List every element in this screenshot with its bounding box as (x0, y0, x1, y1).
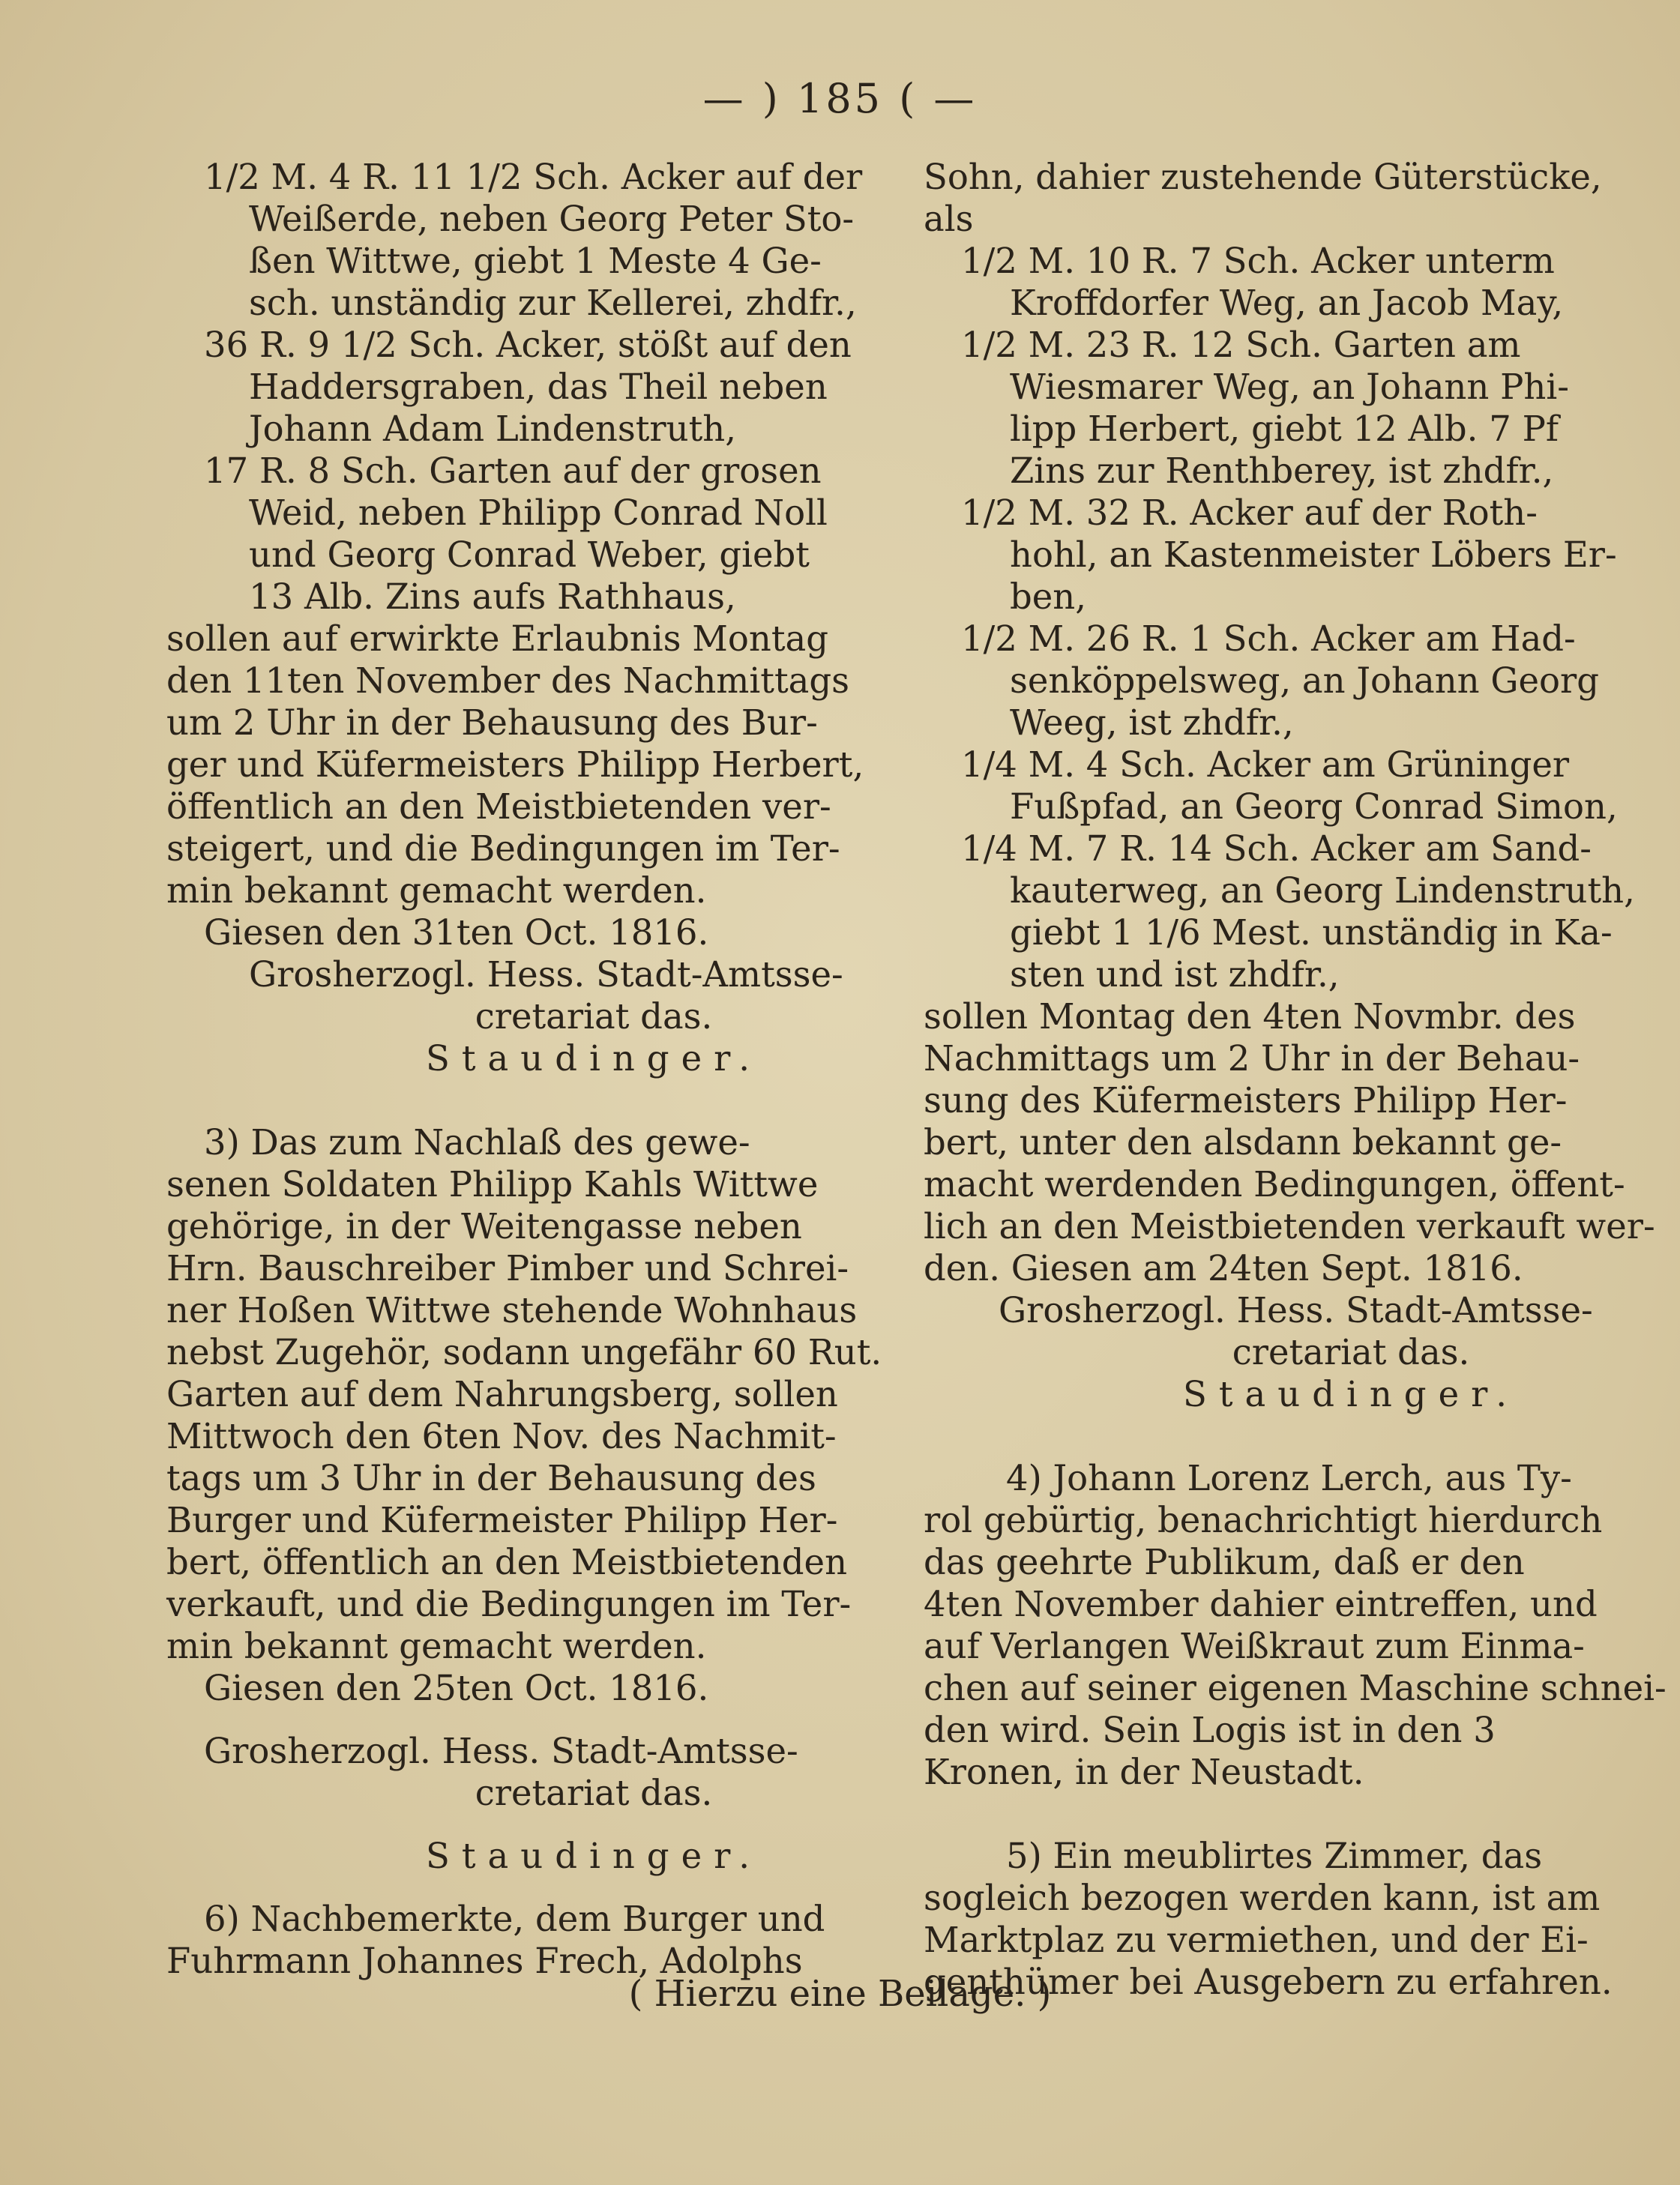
item-line: Wiesmarer Weg, an Johann Phi- (1010, 367, 1569, 407)
dateline: Giesen den 31ten Oct. 1816. (204, 912, 709, 953)
notice-line: Burger und Küfermeister Philipp Her- (166, 1500, 838, 1540)
notice-line: Garten auf dem Nahrungsberg, sollen (166, 1374, 838, 1414)
notice-line: tags um 3 Uhr in der Behausung des (166, 1458, 816, 1498)
spacer (166, 1079, 871, 1121)
entry-line: Johann Adam Lindenstruth, (249, 409, 737, 449)
notice-line: verkauft, und die Bedingungen im Ter- (166, 1584, 852, 1624)
spacer (924, 1415, 1628, 1457)
signature: Staudinger. (426, 1038, 762, 1079)
notice-line: Marktplaz zu vermiethen, und der Ei- (924, 1920, 1589, 1960)
dateline: Giesen den 25ten Oct. 1816. (204, 1668, 709, 1708)
clause-line: ger und Küfermeisters Philipp Herbert, (166, 744, 864, 785)
notice-line: den wird. Sein Logis ist in den 3 (924, 1710, 1496, 1750)
office-line: Grosherzogl. Hess. Stadt-Amtsse- (249, 954, 843, 995)
clause-line: min bekannt gemacht werden. (166, 870, 707, 911)
item-line: ben, (1010, 576, 1087, 617)
clause-line: sung des Küfermeisters Philipp Her- (924, 1080, 1568, 1121)
clause-line: den 11ten November des Nachmittags (166, 660, 849, 701)
left-column (166, 156, 882, 1982)
intro-line: als (924, 199, 974, 239)
intro-line: Sohn, dahier zustehende Güterstücke, (924, 157, 1602, 197)
page-number-header: — ) 185 ( — (702, 75, 978, 122)
notice-line: auf Verlangen Weißkraut zum Einma- (924, 1626, 1585, 1666)
entry-line: Weißerde, neben Georg Peter Sto- (249, 199, 855, 239)
spacer (166, 1814, 871, 1835)
spacer (166, 1877, 871, 1898)
item-line: kauterweg, an Georg Lindenstruth, (1010, 870, 1635, 911)
entry-line: ßen Wittwe, giebt 1 Meste 4 Ge- (249, 241, 822, 281)
signature: Staudinger. (1183, 1374, 1519, 1414)
item-line: 1/2 M. 23 R. 12 Sch. Garten am (961, 325, 1521, 365)
notice-line: Kronen, in der Neustadt. (924, 1752, 1364, 1792)
entry-line: und Georg Conrad Weber, giebt (249, 534, 810, 575)
signature: Staudinger. (426, 1836, 762, 1876)
entry-line: Haddersgraben, das Theil neben (249, 367, 828, 407)
notice-line: 6) Nachbemerkte, dem Burger und (204, 1899, 825, 1939)
clause-line: steigert, und die Bedingungen im Ter- (166, 828, 840, 869)
notice-line: 4ten November dahier eintreffen, und (924, 1584, 1598, 1624)
entry-line: 1/2 M. 4 R. 11 1/2 Sch. Acker auf der (204, 157, 863, 197)
notice-line: 3) Das zum Nachlaß des gewe- (204, 1122, 750, 1163)
clause-line: lich an den Meistbietenden verkauft wer- (924, 1206, 1655, 1247)
clause-line: sollen auf erwirkte Erlaubnis Montag (166, 618, 829, 659)
item-line: 1/2 M. 26 R. 1 Sch. Acker am Had- (961, 618, 1576, 659)
office-line: Grosherzogl. Hess. Stadt-Amtsse- (204, 1731, 798, 1771)
item-line: Zins zur Renthberey, ist zhdfr., (1010, 450, 1554, 491)
item-line: lipp Herbert, giebt 12 Alb. 7 Pf (1010, 409, 1559, 449)
notice-line: Hrn. Bauschreiber Pimber und Schrei- (166, 1248, 849, 1289)
notice-line: Mittwoch den 6ten Nov. des Nachmit- (166, 1416, 837, 1456)
notice-line: rol gebürtig, benachrichtigt hierdurch (924, 1500, 1603, 1540)
notice-line: genthümer bei Ausgebern zu erfahren. (924, 1962, 1613, 2002)
notice-line: 5) Ein meublirtes Zimmer, das (1006, 1836, 1543, 1876)
notice-line: sogleich bezogen werden kann, ist am (924, 1878, 1601, 1918)
notice-line: das geehrte Publikum, daß er den (924, 1542, 1525, 1582)
entry-line: sch. unständig zur Kellerei, zhdfr., (249, 283, 857, 323)
item-line: 1/2 M. 10 R. 7 Sch. Acker unterm (961, 241, 1555, 281)
supplement-note: ( Hierzu eine Beilage. ) (628, 1973, 1052, 2015)
entry-line: 13 Alb. Zins aufs Rathhaus, (249, 576, 736, 617)
item-line: giebt 1 1/6 Mest. unständig in Ka- (1010, 912, 1613, 953)
notice-line: bert, öffentlich an den Meistbietenden (166, 1542, 848, 1582)
office-line: cretariat das. (475, 996, 713, 1037)
clause-line: sollen Montag den 4ten Novmbr. des (924, 996, 1576, 1037)
item-line: 1/4 M. 4 Sch. Acker am Grüninger (961, 744, 1570, 785)
notice-line: 4) Johann Lorenz Lerch, aus Ty- (1006, 1458, 1572, 1498)
clause-line: macht werdenden Bedingungen, öffent- (924, 1164, 1625, 1205)
item-line: sten und ist zhdfr., (1010, 954, 1340, 995)
clause-line: öffentlich an den Meistbietenden ver- (166, 786, 831, 827)
right-column (924, 156, 1667, 2003)
item-line: Fußpfad, an Georg Conrad Simon, (1010, 786, 1618, 827)
spacer (166, 1709, 871, 1730)
office-line: Grosherzogl. Hess. Stadt-Amtsse- (999, 1290, 1593, 1330)
notice-line: nebst Zugehör, sodann ungefähr 60 Rut. (166, 1332, 882, 1372)
clause-line: bert, unter den alsdann bekannt ge- (924, 1122, 1562, 1163)
notice-line: Fuhrmann Johannes Frech, Adolphs (166, 1941, 803, 1981)
item-line: hohl, an Kastenmeister Löbers Er- (1010, 534, 1617, 575)
item-line: 1/2 M. 32 R. Acker auf der Roth- (961, 492, 1538, 533)
entry-line: 17 R. 8 Sch. Garten auf der grosen (204, 450, 822, 491)
clause-line: den. Giesen am 24ten Sept. 1816. (924, 1248, 1523, 1289)
spacer (924, 1793, 1628, 1835)
item-line: Weeg, ist zhdfr., (1010, 702, 1294, 743)
entry-line: Weid, neben Philipp Conrad Noll (249, 492, 828, 533)
notice-line: ner Hoßen Wittwe stehende Wohnhaus (166, 1290, 858, 1330)
office-line: cretariat das. (475, 1773, 713, 1813)
clause-line: Nachmittags um 2 Uhr in der Behau- (924, 1038, 1580, 1079)
item-line: 1/4 M. 7 R. 14 Sch. Acker am Sand- (961, 828, 1592, 869)
notice-line: gehörige, in der Weitengasse neben (166, 1206, 802, 1247)
item-line: senköppelsweg, an Johann Georg (1010, 660, 1600, 701)
entry-line: 36 R. 9 1/2 Sch. Acker, stößt auf den (204, 325, 852, 365)
item-line: Kroffdorfer Weg, an Jacob May, (1010, 283, 1564, 323)
notice-line: senen Soldaten Philipp Kahls Wittwe (166, 1164, 819, 1205)
notice-line: chen auf seiner eigenen Maschine schnei- (924, 1668, 1667, 1708)
office-line: cretariat das. (1232, 1332, 1470, 1372)
clause-line: um 2 Uhr in der Behausung des Bur- (166, 702, 818, 743)
notice-line: min bekannt gemacht werden. (166, 1626, 707, 1666)
